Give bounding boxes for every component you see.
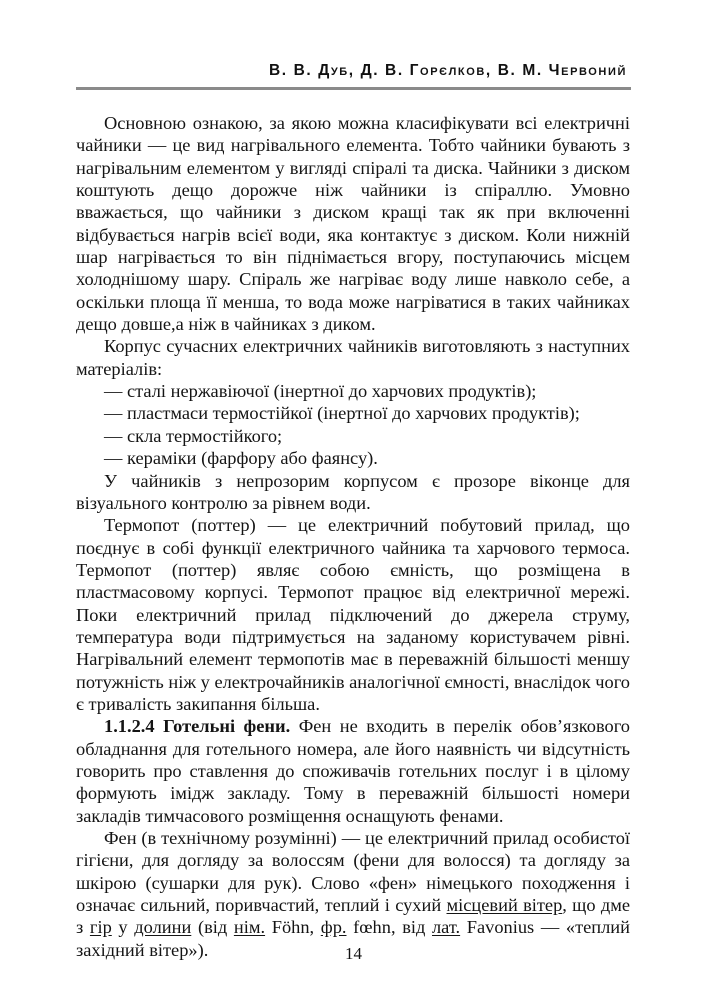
list-item-material: — сталі нержавіючої (інертної до харчових продуктів); (104, 381, 537, 402)
header-rule (76, 87, 631, 90)
text-run: Favonius — «теплий західний вітер»). (76, 917, 630, 960)
running-header-authors: В. В. Дуб, Д. В. Горєлков, В. М. Червоний (268, 62, 627, 79)
page-number: 14 (345, 944, 362, 963)
text-run: , що дме з (76, 895, 630, 938)
paragraph-thermopot: Термопот (поттер) — це електричний побутовий прилад, що поєднує в собі функції електричного чайника та харчового термоса. Термопот (поттер) являє собою ємність, що розміщена в пластмасовому корпусі. Термопот працює від електричної мережі. Поки електричний прилад підключений до джерела струму, температура води підтримується на заданому користувачем рівні. Нагрівальний елемент термопотів має в переважній більшості меншу потужність ніж у електрочайників аналогічної ємності, внаслідок чого є тривалість закипання більша. (76, 515, 630, 714)
text-run: Фен (в технічному розумінні) — це електричний прилад особистої гігієни, для догляду за волоссям (фени для волосся) та догляду за шкірою (сушарки для рук). Слово «фен» німецького походження і означає сильний, поривчастий, теплий і сухий (76, 828, 630, 916)
paragraph-kettle-classification: Основною ознакою, за якою можна класифікувати всі електричні чайники — це вид нагрівального елемента. Тобто чайники бувають з нагрівальним елементом у вигляді спіралі та диска. Чайники з диском коштують дещо дорожче ніж чайники із спіраллю. Умовно вважається, що чайники з диском кращі так як при включенні відбувається нагрів всієї води, яка контактує з диском. Коли нижній шар нагрівається то він піднімається вгору, поступаючись місцем холоднішому шару. Спіраль же нагріває воду лише навколо себе, а оскільки площа її менша, то вода може нагріватися в таких чайниках дещо довше,а ніж в чайниках з диком. (76, 113, 630, 335)
section-heading: 1.1.2.4 Готельні фени. (104, 716, 291, 737)
text-run: Föhn, (265, 917, 321, 938)
link-local-wind[interactable]: місцевий вітер (446, 895, 563, 916)
body-text (76, 112, 630, 961)
paragraph-kettle-materials-intro: Корпус сучасних електричних чайників виготовляють з наступних матеріалів: (76, 336, 630, 379)
link-french[interactable]: фр. (320, 917, 347, 938)
section-text: Фен не входить в перелік обов’язкового обладнання для готельного номера, але його наявність чи відсутність говорить про ставлення до споживачів готельних послуг і в цілому формують імідж закладу. Тому в переважній більшості номери закладів тимчасового розміщення оснащують фенами. (76, 716, 630, 826)
list-item-material: — кераміки (фарфору або фаянсу). (104, 448, 378, 469)
link-valleys[interactable]: долини (134, 917, 192, 938)
list-item-material: — пластмаси термостійкої (інертної до харчових продуктів); (104, 403, 580, 424)
text-run: (від (191, 917, 234, 938)
link-latin[interactable]: лат. (432, 917, 461, 938)
paragraph-kettle-window: У чайників з непрозорим корпусом є прозоре віконце для візуального контролю за рівнем води. (76, 470, 630, 513)
list-item-material: — скла термостійкого; (104, 425, 283, 446)
section-hotel-hairdryers (76, 715, 630, 827)
text-run: у (111, 917, 135, 938)
paragraph-hairdryer-definition (76, 827, 630, 961)
text-run: fœhn, від (346, 917, 432, 938)
link-mountains[interactable]: гір (89, 917, 112, 938)
link-german[interactable]: нім. (233, 917, 266, 938)
